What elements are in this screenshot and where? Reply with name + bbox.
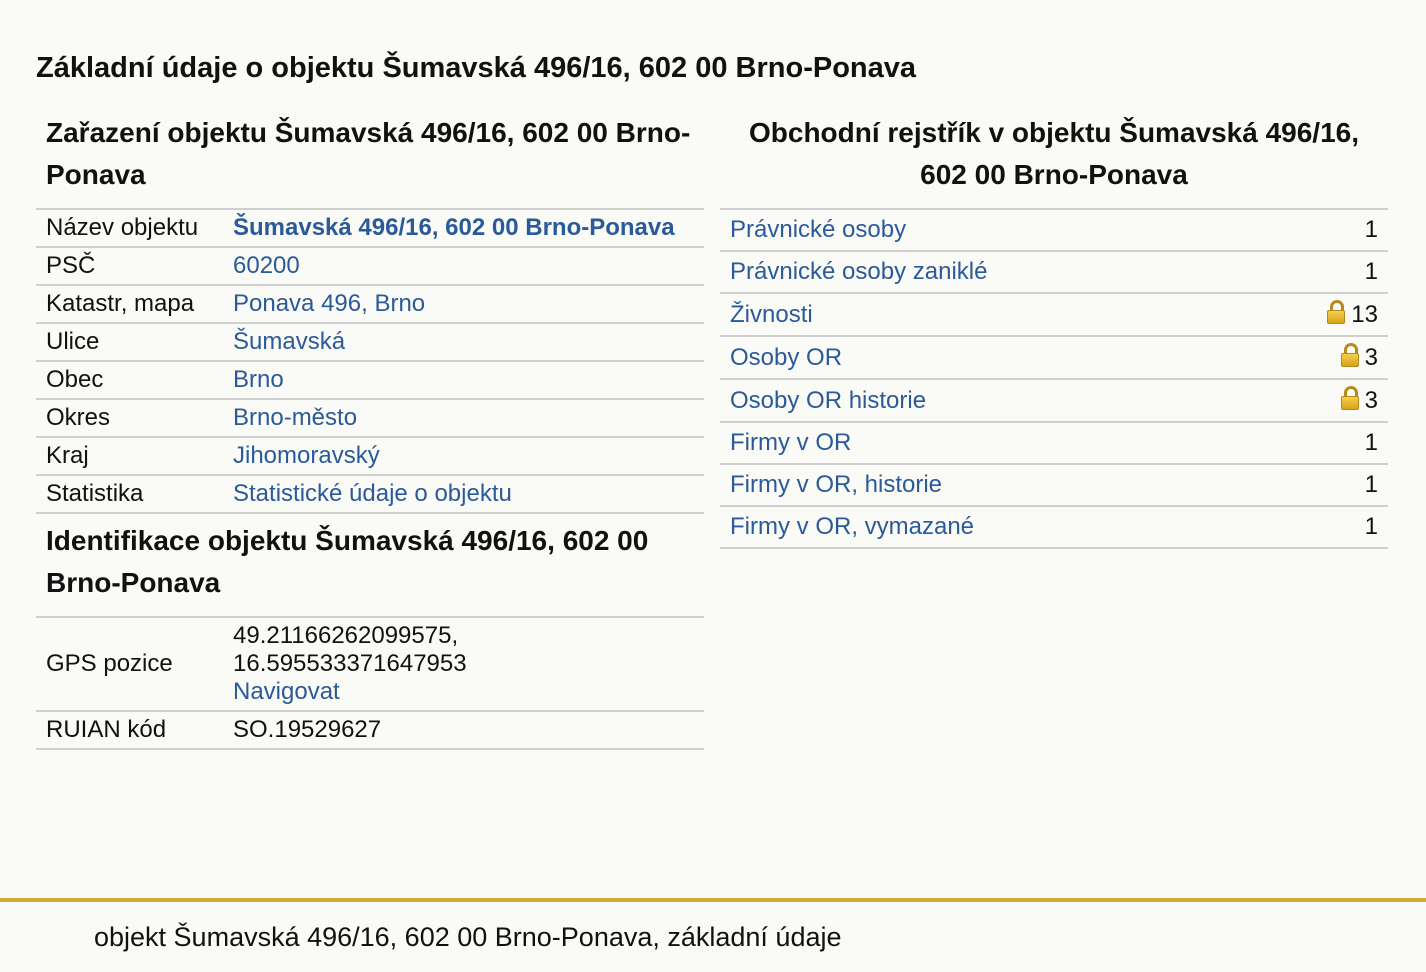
gps-latitude: 49.21166262099575, [233, 622, 459, 649]
row-count: 1 [1252, 422, 1388, 464]
navigate-link[interactable]: Navigovat [233, 678, 340, 705]
identifikace-title: Identifikace objektu Šumavská 496/16, 602 00 Brno-Ponava [46, 525, 649, 598]
table-row [36, 361, 704, 399]
table-row [36, 285, 704, 323]
row-count: 1 [1252, 464, 1388, 506]
row-count: 13 [1351, 301, 1378, 328]
object-name-link[interactable]: Šumavská 496/16, 602 00 Brno-Ponava [233, 214, 675, 241]
table-row [36, 323, 704, 361]
rejstrik-title: Obchodní rejstřík v objektu Šumavská 496/16, 602 00 Brno-Ponava [748, 117, 1360, 190]
left-column [36, 112, 704, 750]
page-title: Základní údaje o objektu Šumavská 496/16, 602 00 Brno-Ponava [36, 52, 917, 84]
right-column [720, 112, 1388, 549]
table-row [720, 379, 1388, 422]
obec-link[interactable]: Brno [233, 366, 284, 393]
row-count: 1 [1252, 506, 1388, 548]
table-row [720, 464, 1388, 506]
row-label: Kraj [36, 437, 213, 475]
firmy-v-or-link[interactable]: Firmy v OR [730, 429, 852, 456]
pravnicke-osoby-link[interactable]: Právnické osoby [730, 216, 907, 243]
table-row [720, 251, 1388, 293]
osoby-or-link[interactable]: Osoby OR [730, 343, 843, 371]
okres-link[interactable]: Brno-město [233, 404, 358, 431]
lock-icon [1341, 343, 1359, 367]
lock-icon [1341, 386, 1359, 410]
firmy-v-or-historie-link[interactable]: Firmy v OR, historie [730, 471, 943, 498]
table-row [720, 422, 1388, 464]
row-count: 1 [1252, 209, 1388, 251]
table-row [36, 711, 704, 749]
psc-link[interactable]: 60200 [233, 252, 300, 279]
table-row [36, 399, 704, 437]
row-label: Obec [36, 361, 213, 399]
gps-longitude: 16.595533371647953 [233, 650, 467, 677]
table-row [720, 336, 1388, 379]
ulice-link[interactable]: Šumavská [233, 328, 346, 355]
row-label: Ulice [36, 323, 213, 361]
table-row [36, 437, 704, 475]
osoby-or-historie-link[interactable]: Osoby OR historie [730, 386, 927, 414]
row-label: Statistika [36, 475, 213, 513]
footer-divider [0, 898, 1426, 902]
row-count: 1 [1252, 251, 1388, 293]
table-row [720, 209, 1388, 251]
table-row [36, 209, 704, 247]
ruian-label: RUIAN kód [36, 711, 213, 749]
zivnosti-link[interactable]: Živnosti [730, 300, 813, 328]
row-label: Název objektu [36, 209, 213, 247]
table-row [720, 293, 1388, 336]
table-row [36, 617, 704, 711]
firmy-v-or-vymazane-link[interactable]: Firmy v OR, vymazané [730, 513, 975, 540]
rejstrik-table [720, 208, 1388, 549]
identifikace-table [36, 616, 704, 750]
row-label: Okres [36, 399, 213, 437]
row-count: 3 [1364, 387, 1378, 414]
lock-icon [1327, 300, 1345, 324]
row-label: PSČ [36, 247, 213, 285]
zarazeni-table [36, 208, 704, 514]
footer-text: objekt Šumavská 496/16, 602 00 Brno-Ponava, základní údaje [94, 922, 842, 952]
gps-label: GPS pozice [36, 617, 213, 711]
zarazeni-title: Zařazení objektu Šumavská 496/16, 602 00 Brno-Ponava [46, 117, 691, 190]
row-label: Katastr, mapa [36, 285, 213, 323]
table-row [36, 475, 704, 513]
pravnicke-osoby-zanikle-link[interactable]: Právnické osoby zaniklé [730, 258, 988, 285]
katastr-link[interactable]: Ponava 496, Brno [233, 290, 426, 317]
ruian-value: SO.19529627 [213, 711, 704, 749]
table-row [36, 247, 704, 285]
table-row [720, 506, 1388, 548]
row-count: 3 [1364, 344, 1378, 371]
kraj-link[interactable]: Jihomoravský [233, 442, 380, 469]
statistika-link[interactable]: Statistické údaje o objektu [233, 480, 512, 507]
